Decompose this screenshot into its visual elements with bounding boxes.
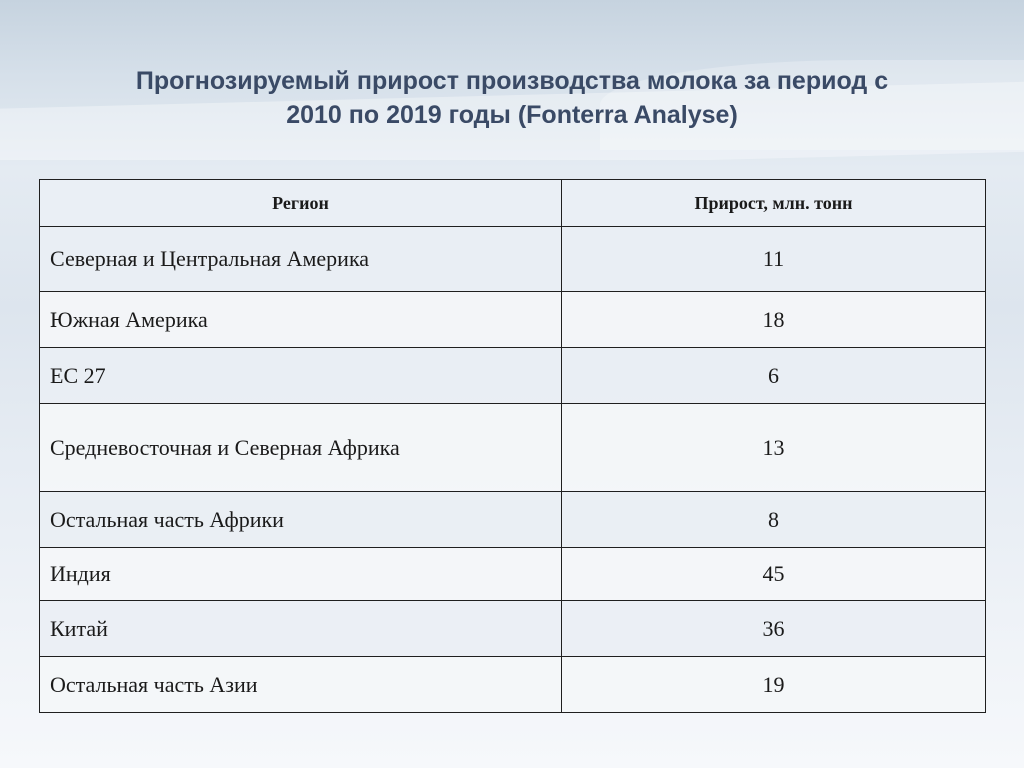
growth-cell: 19 bbox=[562, 657, 986, 713]
region-cell: Остальная часть Африки bbox=[40, 492, 562, 548]
table-row bbox=[40, 292, 986, 348]
table-row bbox=[40, 404, 986, 492]
region-cell: ЕС 27 bbox=[40, 348, 562, 404]
region-cell: Средневосточная и Северная Африка bbox=[40, 404, 562, 492]
growth-cell: 45 bbox=[562, 548, 986, 601]
slide-title-line-1: Прогнозируемый прирост производства молока за период с bbox=[135, 67, 889, 95]
slide-title bbox=[40, 64, 984, 132]
region-cell: Индия bbox=[40, 548, 562, 601]
region-cell: Северная и Центральная Америка bbox=[40, 227, 562, 292]
table-row bbox=[40, 492, 986, 548]
region-cell: Остальная часть Азии bbox=[40, 657, 562, 713]
growth-cell: 6 bbox=[562, 348, 986, 404]
table-row bbox=[40, 348, 986, 404]
table-row bbox=[40, 227, 986, 292]
region-cell: Южная Америка bbox=[40, 292, 562, 348]
table-row bbox=[40, 657, 986, 713]
table-row bbox=[40, 601, 986, 657]
growth-cell: 18 bbox=[562, 292, 986, 348]
region-cell: Китай bbox=[40, 601, 562, 657]
growth-cell: 8 bbox=[562, 492, 986, 548]
table-row bbox=[40, 548, 986, 601]
table-header-row bbox=[40, 180, 986, 227]
growth-cell: 11 bbox=[562, 227, 986, 292]
header-growth: Прирост, млн. тонн bbox=[562, 180, 986, 227]
slide-title-line-2: 2010 по 2019 годы (Fonterra Analyse) bbox=[286, 101, 738, 129]
growth-cell: 36 bbox=[562, 601, 986, 657]
header-region: Регион bbox=[40, 180, 562, 227]
growth-cell: 13 bbox=[562, 404, 986, 492]
milk-production-table bbox=[39, 179, 986, 713]
